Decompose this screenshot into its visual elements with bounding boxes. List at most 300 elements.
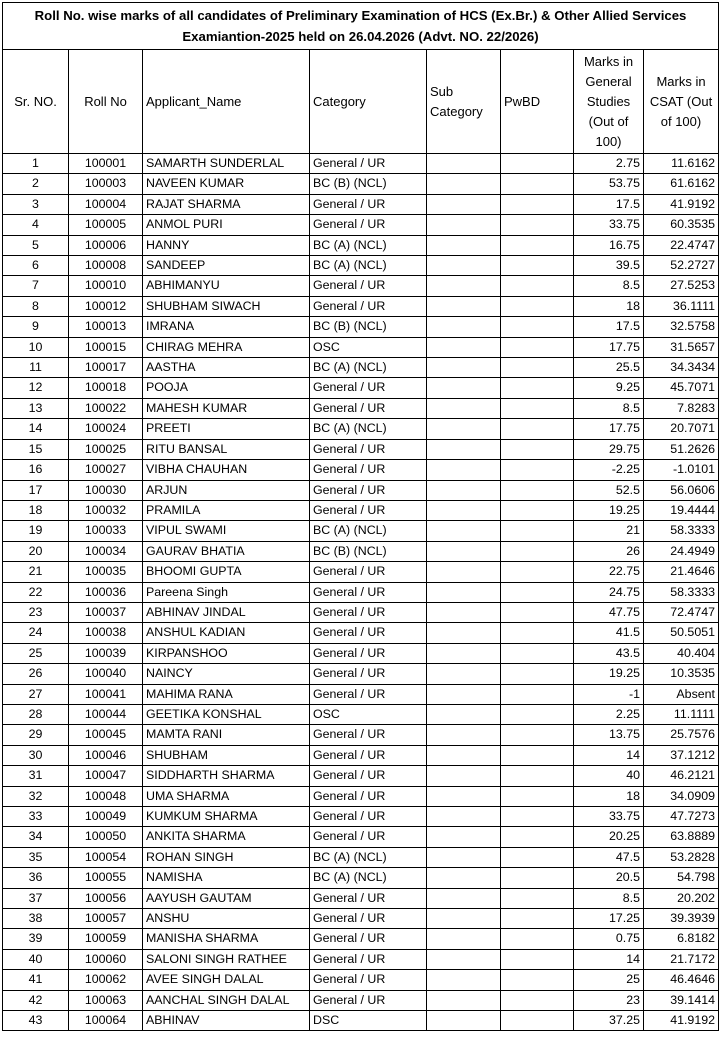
category-cell: General / UR bbox=[310, 949, 427, 969]
roll-no-cell: 100040 bbox=[69, 664, 143, 684]
sr-no-cell: 22 bbox=[3, 582, 69, 602]
applicant-name-cell: ANKITA SHARMA bbox=[143, 827, 310, 847]
category-cell: General / UR bbox=[310, 154, 427, 174]
pwbd-cell bbox=[501, 888, 574, 908]
applicant-name-cell: NAMISHA bbox=[143, 868, 310, 888]
pwbd-cell bbox=[501, 725, 574, 745]
roll-no-cell: 100048 bbox=[69, 786, 143, 806]
applicant-name-cell: ANSHU bbox=[143, 909, 310, 929]
table-row bbox=[3, 766, 719, 786]
sub-category-cell bbox=[427, 194, 501, 214]
roll-no-cell: 100032 bbox=[69, 500, 143, 520]
gs-marks-cell: 41.5 bbox=[574, 623, 644, 643]
applicant-name-cell: MANISHA SHARMA bbox=[143, 929, 310, 949]
gs-marks-cell: 14 bbox=[574, 745, 644, 765]
applicant-name-cell: RITU BANSAL bbox=[143, 439, 310, 459]
category-cell: General / UR bbox=[310, 807, 427, 827]
table-row bbox=[3, 521, 719, 541]
category-cell: BC (A) (NCL) bbox=[310, 256, 427, 276]
roll-no-cell: 100044 bbox=[69, 704, 143, 724]
header-csat-marks: Marks in CSAT (Out of 100) bbox=[644, 50, 719, 154]
pwbd-cell bbox=[501, 439, 574, 459]
csat-marks-cell: 24.4949 bbox=[644, 541, 719, 561]
csat-marks-cell: 34.0909 bbox=[644, 786, 719, 806]
pwbd-cell bbox=[501, 949, 574, 969]
pwbd-cell bbox=[501, 582, 574, 602]
csat-marks-cell: 32.5758 bbox=[644, 317, 719, 337]
csat-marks-cell: 11.1111 bbox=[644, 704, 719, 724]
pwbd-cell bbox=[501, 174, 574, 194]
sr-no-cell: 38 bbox=[3, 909, 69, 929]
gs-marks-cell: 17.5 bbox=[574, 194, 644, 214]
csat-marks-cell: 10.3535 bbox=[644, 664, 719, 684]
applicant-name-cell: MAMTA RANI bbox=[143, 725, 310, 745]
roll-no-cell: 100059 bbox=[69, 929, 143, 949]
roll-no-cell: 100010 bbox=[69, 276, 143, 296]
sr-no-cell: 23 bbox=[3, 602, 69, 622]
roll-no-cell: 100045 bbox=[69, 725, 143, 745]
gs-marks-cell: 20.5 bbox=[574, 868, 644, 888]
header-roll-no: Roll No bbox=[69, 50, 143, 154]
table-row bbox=[3, 868, 719, 888]
table-row bbox=[3, 909, 719, 929]
table-row bbox=[3, 643, 719, 663]
sr-no-cell: 30 bbox=[3, 745, 69, 765]
roll-no-cell: 100012 bbox=[69, 296, 143, 316]
table-row bbox=[3, 827, 719, 847]
roll-no-cell: 100013 bbox=[69, 317, 143, 337]
header-pwbd: PwBD bbox=[501, 50, 574, 154]
pwbd-cell bbox=[501, 562, 574, 582]
roll-no-cell: 100034 bbox=[69, 541, 143, 561]
sub-category-cell bbox=[427, 235, 501, 255]
roll-no-cell: 100046 bbox=[69, 745, 143, 765]
gs-marks-cell: 26 bbox=[574, 541, 644, 561]
category-cell: General / UR bbox=[310, 439, 427, 459]
roll-no-cell: 100057 bbox=[69, 909, 143, 929]
table-row bbox=[3, 990, 719, 1010]
sr-no-cell: 41 bbox=[3, 970, 69, 990]
pwbd-cell bbox=[501, 623, 574, 643]
sub-category-cell bbox=[427, 807, 501, 827]
category-cell: BC (A) (NCL) bbox=[310, 358, 427, 378]
sub-category-cell bbox=[427, 1011, 501, 1031]
csat-marks-cell: 46.2121 bbox=[644, 766, 719, 786]
applicant-name-cell: UMA SHARMA bbox=[143, 786, 310, 806]
sub-category-cell bbox=[427, 888, 501, 908]
sub-category-cell bbox=[427, 786, 501, 806]
roll-no-cell: 100004 bbox=[69, 194, 143, 214]
csat-marks-cell: 27.5253 bbox=[644, 276, 719, 296]
table-row bbox=[3, 623, 719, 643]
csat-marks-cell: 39.3939 bbox=[644, 909, 719, 929]
roll-no-cell: 100022 bbox=[69, 398, 143, 418]
table-body bbox=[3, 154, 719, 1031]
csat-marks-cell: 60.3535 bbox=[644, 215, 719, 235]
pwbd-cell bbox=[501, 684, 574, 704]
applicant-name-cell: MAHIMA RANA bbox=[143, 684, 310, 704]
category-cell: OSC bbox=[310, 704, 427, 724]
applicant-name-cell: PREETI bbox=[143, 419, 310, 439]
table-row bbox=[3, 480, 719, 500]
gs-marks-cell: 14 bbox=[574, 949, 644, 969]
sr-no-cell: 15 bbox=[3, 439, 69, 459]
csat-marks-cell: 34.3434 bbox=[644, 358, 719, 378]
sr-no-cell: 39 bbox=[3, 929, 69, 949]
gs-marks-cell: 52.5 bbox=[574, 480, 644, 500]
table-row bbox=[3, 154, 719, 174]
applicant-name-cell: GAURAV BHATIA bbox=[143, 541, 310, 561]
applicant-name-cell: CHIRAG MEHRA bbox=[143, 337, 310, 357]
category-cell: General / UR bbox=[310, 582, 427, 602]
roll-no-cell: 100003 bbox=[69, 174, 143, 194]
roll-no-cell: 100036 bbox=[69, 582, 143, 602]
category-cell: General / UR bbox=[310, 766, 427, 786]
gs-marks-cell: 20.25 bbox=[574, 827, 644, 847]
sr-no-cell: 37 bbox=[3, 888, 69, 908]
gs-marks-cell: 25 bbox=[574, 970, 644, 990]
table-row bbox=[3, 949, 719, 969]
roll-no-cell: 100001 bbox=[69, 154, 143, 174]
table-row bbox=[3, 174, 719, 194]
category-cell: General / UR bbox=[310, 684, 427, 704]
pwbd-cell bbox=[501, 256, 574, 276]
pwbd-cell bbox=[501, 541, 574, 561]
category-cell: General / UR bbox=[310, 929, 427, 949]
gs-marks-cell: 53.75 bbox=[574, 174, 644, 194]
sr-no-cell: 18 bbox=[3, 500, 69, 520]
sub-category-cell bbox=[427, 949, 501, 969]
applicant-name-cell: VIPUL SWAMI bbox=[143, 521, 310, 541]
sr-no-cell: 2 bbox=[3, 174, 69, 194]
applicant-name-cell: SHUBHAM SIWACH bbox=[143, 296, 310, 316]
sub-category-cell bbox=[427, 664, 501, 684]
csat-marks-cell: 6.8182 bbox=[644, 929, 719, 949]
applicant-name-cell: RAJAT SHARMA bbox=[143, 194, 310, 214]
gs-marks-cell: 0.75 bbox=[574, 929, 644, 949]
roll-no-cell: 100062 bbox=[69, 970, 143, 990]
gs-marks-cell: -1 bbox=[574, 684, 644, 704]
pwbd-cell bbox=[501, 419, 574, 439]
csat-marks-cell: 22.4747 bbox=[644, 235, 719, 255]
gs-marks-cell: 21 bbox=[574, 521, 644, 541]
title-line-2: Examiantion-2025 held on 26.04.2026 (Advt. NO. 22/2026) bbox=[182, 29, 539, 44]
gs-marks-cell: 17.75 bbox=[574, 337, 644, 357]
category-cell: General / UR bbox=[310, 990, 427, 1010]
applicant-name-cell: PRAMILA bbox=[143, 500, 310, 520]
sub-category-cell bbox=[427, 725, 501, 745]
gs-marks-cell: 9.25 bbox=[574, 378, 644, 398]
sub-category-cell bbox=[427, 704, 501, 724]
applicant-name-cell: ABHIMANYU bbox=[143, 276, 310, 296]
category-cell: General / UR bbox=[310, 827, 427, 847]
applicant-name-cell: AVEE SINGH DALAL bbox=[143, 970, 310, 990]
pwbd-cell bbox=[501, 378, 574, 398]
applicant-name-cell: SIDDHARTH SHARMA bbox=[143, 766, 310, 786]
table-row bbox=[3, 256, 719, 276]
category-cell: General / UR bbox=[310, 378, 427, 398]
sub-category-cell bbox=[427, 296, 501, 316]
table-row bbox=[3, 276, 719, 296]
pwbd-cell bbox=[501, 990, 574, 1010]
gs-marks-cell: 8.5 bbox=[574, 398, 644, 418]
applicant-name-cell: ANMOL PURI bbox=[143, 215, 310, 235]
pwbd-cell bbox=[501, 521, 574, 541]
gs-marks-cell: 19.25 bbox=[574, 664, 644, 684]
results-sheet bbox=[2, 2, 718, 1031]
gs-marks-cell: 24.75 bbox=[574, 582, 644, 602]
applicant-name-cell: GEETIKA KONSHAL bbox=[143, 704, 310, 724]
sub-category-cell bbox=[427, 745, 501, 765]
sub-category-cell bbox=[427, 684, 501, 704]
csat-marks-cell: 37.1212 bbox=[644, 745, 719, 765]
applicant-name-cell: SANDEEP bbox=[143, 256, 310, 276]
pwbd-cell bbox=[501, 460, 574, 480]
table-row bbox=[3, 582, 719, 602]
roll-no-cell: 100039 bbox=[69, 643, 143, 663]
category-cell: BC (B) (NCL) bbox=[310, 541, 427, 561]
gs-marks-cell: 2.25 bbox=[574, 704, 644, 724]
csat-marks-cell: 52.2727 bbox=[644, 256, 719, 276]
applicant-name-cell: MAHESH KUMAR bbox=[143, 398, 310, 418]
table-row bbox=[3, 847, 719, 867]
category-cell: BC (A) (NCL) bbox=[310, 868, 427, 888]
sub-category-cell bbox=[427, 154, 501, 174]
gs-marks-cell: 47.75 bbox=[574, 602, 644, 622]
sr-no-cell: 25 bbox=[3, 643, 69, 663]
applicant-name-cell: ROHAN SINGH bbox=[143, 847, 310, 867]
gs-marks-cell: 18 bbox=[574, 786, 644, 806]
sub-category-cell bbox=[427, 602, 501, 622]
category-cell: General / UR bbox=[310, 194, 427, 214]
sr-no-cell: 1 bbox=[3, 154, 69, 174]
table-row bbox=[3, 786, 719, 806]
sr-no-cell: 17 bbox=[3, 480, 69, 500]
applicant-name-cell: AAYUSH GAUTAM bbox=[143, 888, 310, 908]
pwbd-cell bbox=[501, 194, 574, 214]
roll-no-cell: 100064 bbox=[69, 1011, 143, 1031]
csat-marks-cell: 36.1111 bbox=[644, 296, 719, 316]
sub-category-cell bbox=[427, 439, 501, 459]
applicant-name-cell: ANSHUL KADIAN bbox=[143, 623, 310, 643]
roll-no-cell: 100038 bbox=[69, 623, 143, 643]
header-applicant-name: Applicant_Name bbox=[143, 50, 310, 154]
roll-no-cell: 100050 bbox=[69, 827, 143, 847]
category-cell: General / UR bbox=[310, 745, 427, 765]
table-row bbox=[3, 725, 719, 745]
roll-no-cell: 100006 bbox=[69, 235, 143, 255]
roll-no-cell: 100054 bbox=[69, 847, 143, 867]
pwbd-cell bbox=[501, 154, 574, 174]
sub-category-cell bbox=[427, 766, 501, 786]
csat-marks-cell: 54.798 bbox=[644, 868, 719, 888]
roll-no-cell: 100025 bbox=[69, 439, 143, 459]
table-row bbox=[3, 562, 719, 582]
table-row bbox=[3, 235, 719, 255]
sub-category-cell bbox=[427, 929, 501, 949]
applicant-name-cell: HANNY bbox=[143, 235, 310, 255]
gs-marks-cell: 18 bbox=[574, 296, 644, 316]
csat-marks-cell: 41.9192 bbox=[644, 194, 719, 214]
pwbd-cell bbox=[501, 827, 574, 847]
sr-no-cell: 31 bbox=[3, 766, 69, 786]
table-header bbox=[3, 3, 719, 154]
category-cell: BC (B) (NCL) bbox=[310, 174, 427, 194]
sub-category-cell bbox=[427, 276, 501, 296]
gs-marks-cell: 8.5 bbox=[574, 276, 644, 296]
pwbd-cell bbox=[501, 745, 574, 765]
category-cell: General / UR bbox=[310, 562, 427, 582]
sr-no-cell: 34 bbox=[3, 827, 69, 847]
gs-marks-cell: -2.25 bbox=[574, 460, 644, 480]
pwbd-cell bbox=[501, 602, 574, 622]
category-cell: General / UR bbox=[310, 460, 427, 480]
pwbd-cell bbox=[501, 929, 574, 949]
roll-no-cell: 100018 bbox=[69, 378, 143, 398]
sub-category-cell bbox=[427, 378, 501, 398]
gs-marks-cell: 47.5 bbox=[574, 847, 644, 867]
table-row bbox=[3, 500, 719, 520]
category-cell: BC (B) (NCL) bbox=[310, 317, 427, 337]
table-row bbox=[3, 419, 719, 439]
category-cell: General / UR bbox=[310, 970, 427, 990]
table-row bbox=[3, 1011, 719, 1031]
csat-marks-cell: 39.1414 bbox=[644, 990, 719, 1010]
table-row bbox=[3, 439, 719, 459]
applicant-name-cell: IMRANA bbox=[143, 317, 310, 337]
pwbd-cell bbox=[501, 807, 574, 827]
gs-marks-cell: 23 bbox=[574, 990, 644, 1010]
roll-no-cell: 100017 bbox=[69, 358, 143, 378]
sub-category-cell bbox=[427, 562, 501, 582]
gs-marks-cell: 33.75 bbox=[574, 215, 644, 235]
csat-marks-cell: 45.7071 bbox=[644, 378, 719, 398]
sr-no-cell: 29 bbox=[3, 725, 69, 745]
title-line-1: Roll No. wise marks of all candidates of Preliminary Examination of HCS (Ex.Br.) & Other Allied Services bbox=[34, 8, 687, 23]
category-cell: General / UR bbox=[310, 276, 427, 296]
sr-no-cell: 40 bbox=[3, 949, 69, 969]
csat-marks-cell: 58.3333 bbox=[644, 521, 719, 541]
csat-marks-cell: Absent bbox=[644, 684, 719, 704]
applicant-name-cell: NAINCY bbox=[143, 664, 310, 684]
category-cell: General / UR bbox=[310, 786, 427, 806]
csat-marks-cell: 58.3333 bbox=[644, 582, 719, 602]
csat-marks-cell: 46.4646 bbox=[644, 970, 719, 990]
table-row bbox=[3, 460, 719, 480]
table-row bbox=[3, 337, 719, 357]
applicant-name-cell: SALONI SINGH RATHEE bbox=[143, 949, 310, 969]
roll-no-cell: 100035 bbox=[69, 562, 143, 582]
pwbd-cell bbox=[501, 970, 574, 990]
category-cell: DSC bbox=[310, 1011, 427, 1031]
csat-marks-cell: -1.0101 bbox=[644, 460, 719, 480]
sub-category-cell bbox=[427, 174, 501, 194]
header-sub-category: Sub Category bbox=[427, 50, 501, 154]
gs-marks-cell: 22.75 bbox=[574, 562, 644, 582]
sr-no-cell: 32 bbox=[3, 786, 69, 806]
pwbd-cell bbox=[501, 786, 574, 806]
category-cell: General / UR bbox=[310, 480, 427, 500]
sub-category-cell bbox=[427, 847, 501, 867]
gs-marks-cell: 25.5 bbox=[574, 358, 644, 378]
category-cell: General / UR bbox=[310, 909, 427, 929]
sr-no-cell: 3 bbox=[3, 194, 69, 214]
sub-category-cell bbox=[427, 623, 501, 643]
table-row bbox=[3, 684, 719, 704]
csat-marks-cell: 53.2828 bbox=[644, 847, 719, 867]
category-cell: General / UR bbox=[310, 725, 427, 745]
gs-marks-cell: 13.75 bbox=[574, 725, 644, 745]
roll-no-cell: 100027 bbox=[69, 460, 143, 480]
gs-marks-cell: 39.5 bbox=[574, 256, 644, 276]
roll-no-cell: 100041 bbox=[69, 684, 143, 704]
sub-category-cell bbox=[427, 521, 501, 541]
pwbd-cell bbox=[501, 358, 574, 378]
csat-marks-cell: 11.6162 bbox=[644, 154, 719, 174]
sub-category-cell bbox=[427, 827, 501, 847]
applicant-name-cell: KUMKUM SHARMA bbox=[143, 807, 310, 827]
sr-no-cell: 11 bbox=[3, 358, 69, 378]
category-cell: BC (A) (NCL) bbox=[310, 847, 427, 867]
sub-category-cell bbox=[427, 868, 501, 888]
sr-no-cell: 9 bbox=[3, 317, 69, 337]
gs-marks-cell: 16.75 bbox=[574, 235, 644, 255]
applicant-name-cell: ABHINAV bbox=[143, 1011, 310, 1031]
sr-no-cell: 7 bbox=[3, 276, 69, 296]
gs-marks-cell: 43.5 bbox=[574, 643, 644, 663]
sr-no-cell: 5 bbox=[3, 235, 69, 255]
csat-marks-cell: 7.8283 bbox=[644, 398, 719, 418]
table-row bbox=[3, 358, 719, 378]
table-row bbox=[3, 541, 719, 561]
sr-no-cell: 28 bbox=[3, 704, 69, 724]
category-cell: General / UR bbox=[310, 215, 427, 235]
csat-marks-cell: 19.4444 bbox=[644, 500, 719, 520]
roll-no-cell: 100055 bbox=[69, 868, 143, 888]
sr-no-cell: 13 bbox=[3, 398, 69, 418]
roll-no-cell: 100047 bbox=[69, 766, 143, 786]
sub-category-cell bbox=[427, 970, 501, 990]
applicant-name-cell: BHOOMI GUPTA bbox=[143, 562, 310, 582]
sr-no-cell: 42 bbox=[3, 990, 69, 1010]
sr-no-cell: 21 bbox=[3, 562, 69, 582]
sub-category-cell bbox=[427, 460, 501, 480]
csat-marks-cell: 72.4747 bbox=[644, 602, 719, 622]
sub-category-cell bbox=[427, 500, 501, 520]
csat-marks-cell: 41.9192 bbox=[644, 1011, 719, 1031]
csat-marks-cell: 47.7273 bbox=[644, 807, 719, 827]
csat-marks-cell: 51.2626 bbox=[644, 439, 719, 459]
roll-no-cell: 100056 bbox=[69, 888, 143, 908]
applicant-name-cell: ABHINAV JINDAL bbox=[143, 602, 310, 622]
applicant-name-cell: KIRPANSHOO bbox=[143, 643, 310, 663]
sub-category-cell bbox=[427, 317, 501, 337]
gs-marks-cell: 17.25 bbox=[574, 909, 644, 929]
pwbd-cell bbox=[501, 868, 574, 888]
applicant-name-cell: Pareena Singh bbox=[143, 582, 310, 602]
sr-no-cell: 27 bbox=[3, 684, 69, 704]
table-row bbox=[3, 745, 719, 765]
sub-category-cell bbox=[427, 909, 501, 929]
csat-marks-cell: 20.7071 bbox=[644, 419, 719, 439]
gs-marks-cell: 19.25 bbox=[574, 500, 644, 520]
category-cell: General / UR bbox=[310, 500, 427, 520]
gs-marks-cell: 17.5 bbox=[574, 317, 644, 337]
roll-no-cell: 100015 bbox=[69, 337, 143, 357]
applicant-name-cell: VIBHA CHAUHAN bbox=[143, 460, 310, 480]
applicant-name-cell: AASTHA bbox=[143, 358, 310, 378]
category-cell: OSC bbox=[310, 337, 427, 357]
